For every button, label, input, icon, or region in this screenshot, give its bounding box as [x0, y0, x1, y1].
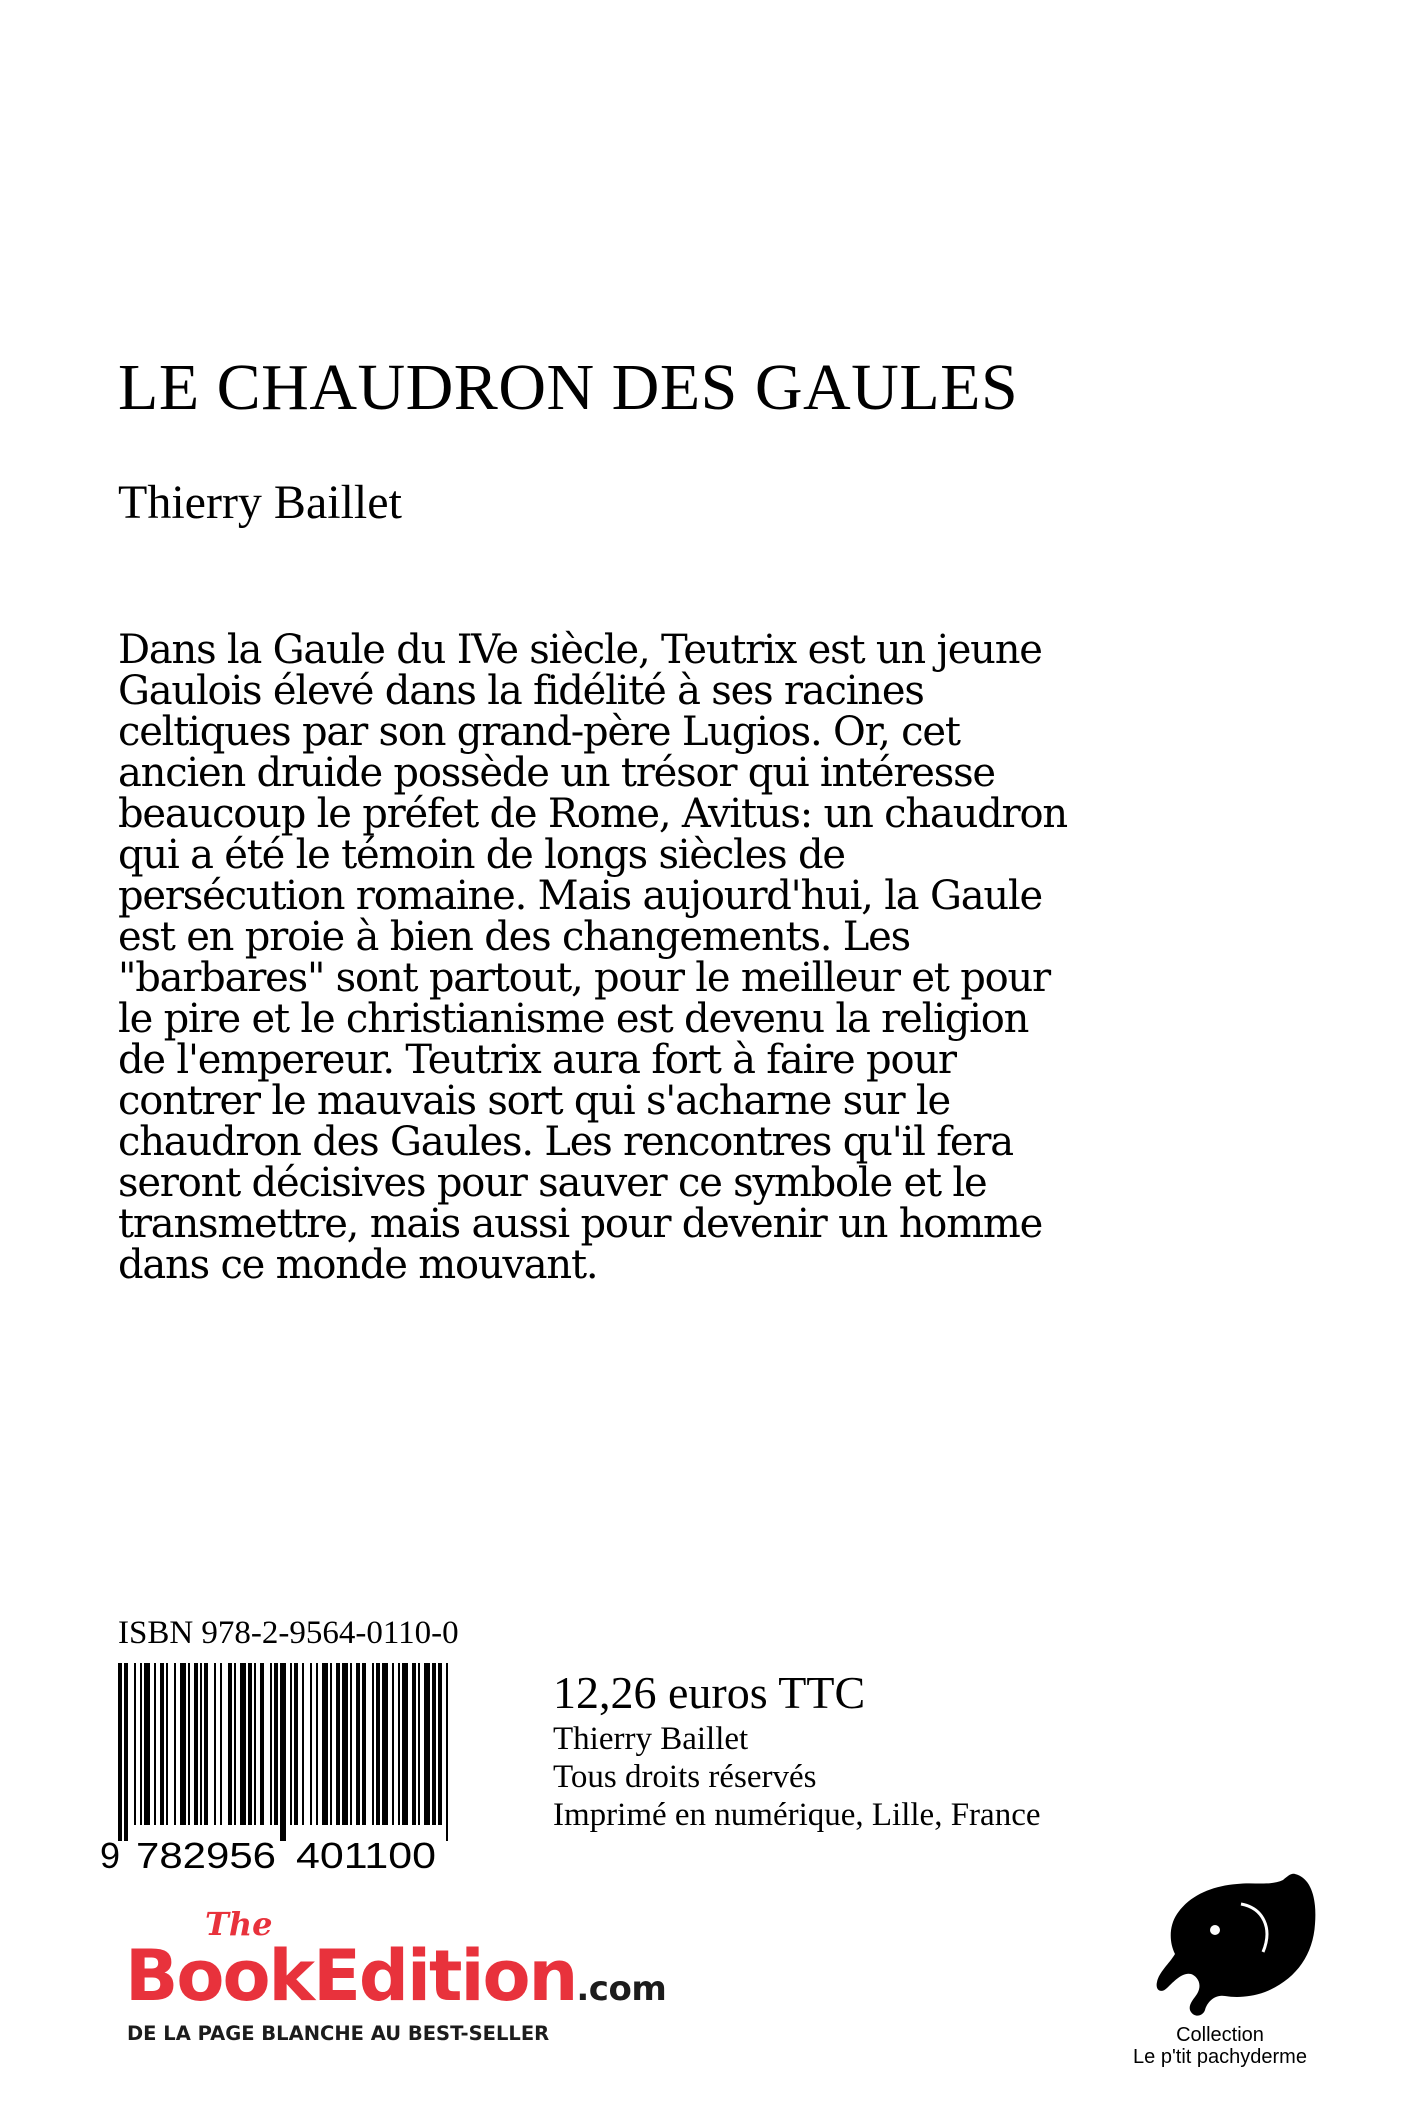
barcode-bar [280, 1663, 286, 1841]
barcode-bar [392, 1663, 394, 1825]
isbn-label: ISBN 978-2-9564-0110-0 [118, 1615, 459, 1651]
barcode-bar [194, 1663, 198, 1825]
barcode-bar [260, 1663, 264, 1825]
barcode-bar [310, 1663, 312, 1825]
barcode-bar [220, 1663, 222, 1825]
publisher-logo-name: BookEdition [125, 1935, 577, 2017]
barcode-bar [124, 1663, 128, 1841]
barcode-bar [228, 1663, 232, 1825]
barcode-bar [382, 1663, 388, 1825]
barcode-bar [438, 1663, 442, 1825]
publisher-logo-domain: .com [576, 1969, 667, 2009]
barcode-bars [118, 1663, 448, 1841]
barcode-bar [362, 1663, 366, 1825]
barcode-bar [204, 1663, 208, 1825]
barcode-bar [342, 1663, 348, 1825]
barcode-bar [188, 1663, 190, 1825]
barcode-bar [274, 1663, 278, 1825]
barcode [100, 1663, 476, 1873]
barcode-bar [322, 1663, 328, 1825]
barcode-bar [316, 1663, 318, 1825]
book-author: Thierry Baillet [118, 476, 402, 529]
barcode-bar [432, 1663, 436, 1825]
barcode-bar [160, 1663, 164, 1825]
collection-label: Collection [1176, 2024, 1264, 2046]
publisher-logo-the: The [205, 1905, 273, 1943]
barcode-bar [174, 1663, 176, 1825]
barcode-bar [294, 1663, 298, 1825]
barcode-bar [180, 1663, 186, 1825]
barcode-bar [418, 1663, 420, 1825]
barcode-bar [144, 1663, 150, 1825]
barcode-bar [424, 1663, 430, 1825]
barcode-bar [290, 1663, 292, 1825]
rights-notice: Tous droits réservés [553, 1759, 817, 1795]
barcode-bar [356, 1663, 360, 1825]
barcode-bar [412, 1663, 416, 1825]
price: 12,26 euros TTC [553, 1667, 866, 1718]
barcode-bar [398, 1663, 400, 1825]
barcode-bar [254, 1663, 256, 1825]
barcode-bar [446, 1663, 448, 1841]
book-title: LE CHAUDRON DES GAULES [118, 351, 1019, 424]
barcode-bar [330, 1663, 332, 1825]
publisher-tagline: DE LA PAGE BLANCHE AU BEST-SELLER [127, 2022, 550, 2045]
barcode-bar [166, 1663, 168, 1825]
barcode-bar [214, 1663, 216, 1825]
barcode-bar [270, 1663, 272, 1825]
barcode-bar [336, 1663, 340, 1825]
barcode-bar [240, 1663, 246, 1825]
barcode-bar [372, 1663, 374, 1825]
barcode-bar [402, 1663, 408, 1825]
barcode-bar [234, 1663, 236, 1825]
printing-notice: Imprimé en numérique, Lille, France [553, 1797, 1041, 1833]
collection-label-block [1100, 2024, 1340, 2068]
barcode-bar [200, 1663, 202, 1825]
collection-name: Le p'tit pachyderme [1133, 2046, 1307, 2068]
barcode-bar [154, 1663, 156, 1825]
barcode-bar [134, 1663, 136, 1825]
barcode-bar [350, 1663, 352, 1825]
barcode-digit-first: 9 [100, 1835, 121, 1873]
barcode-digits-left: 782956 [136, 1835, 276, 1873]
barcode-bar [376, 1663, 380, 1825]
elephant-icon [1145, 1868, 1325, 2020]
barcode-bar [248, 1663, 252, 1825]
barcode-digits-right: 401100 [296, 1835, 436, 1873]
barcode-bar [302, 1663, 304, 1825]
book-blurb: Dans la Gaule du IVe siècle, Teutrix est un jeune Gaulois élevé dans la fidélité à ses racines celtiques par son grand-père Lugios. Or, cet ancien druide possède un trésor qui intéresse beaucoup le préfet de Rome, Avitus: un chaudron qui a été le témoin de longs siècles de persécution romaine. Mais aujourd'hui, la Gaule est en proie à bien des changements. Les "barbares" sont partout, pour le meilleur et pour le pire et le christianisme est devenu la religion de l'empereur. Teutrix aura fort à faire pour contrer le mauvais sort qui s'acharne sur le chaudron des Gaules. Les rencontres qu'il fera seront décisives pour sauver ce symbole et le transmettre, mais aussi pour devenir un homme dans ce monde mouvant. [118, 627, 1067, 1288]
rights-holder: Thierry Baillet [553, 1721, 749, 1757]
price-block [553, 1666, 1041, 1834]
barcode-bar [118, 1663, 122, 1841]
barcode-bar [140, 1663, 142, 1825]
